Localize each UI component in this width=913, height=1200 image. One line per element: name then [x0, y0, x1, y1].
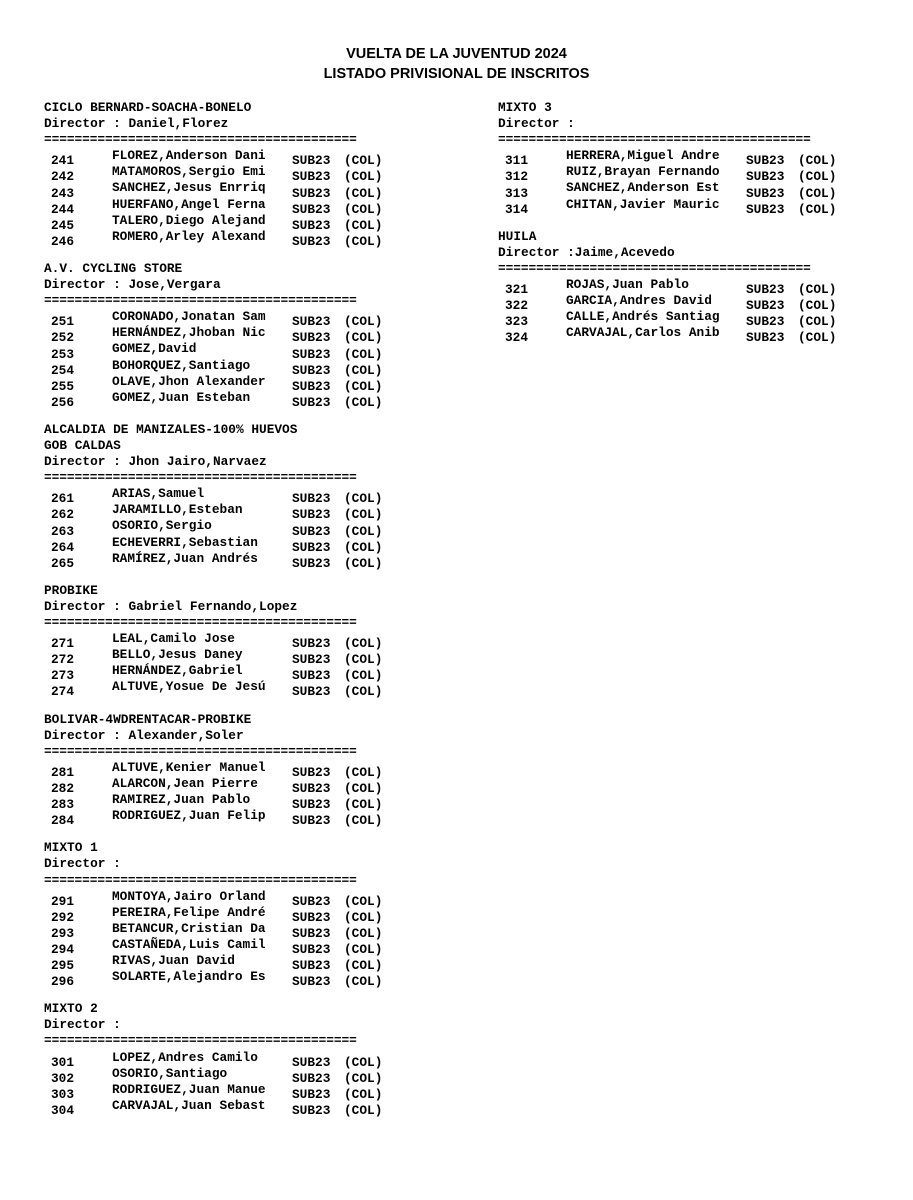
rider-row: [44, 631, 383, 652]
rider-row: [44, 164, 383, 185]
rider-category: SUB23: [292, 523, 331, 539]
rider-number: 261: [51, 491, 75, 507]
team-director: Director :Jaime,Acevedo: [498, 244, 675, 260]
rider-name: SOLARTE,Alejandro Es: [112, 969, 266, 985]
rider-category: SUB23: [746, 169, 785, 185]
rider-category: SUB23: [292, 185, 331, 201]
rider-country: (COL): [344, 394, 383, 410]
rider-category: SUB23: [292, 378, 331, 394]
rider-row: [44, 808, 383, 829]
separator-line: =========================================: [44, 1033, 357, 1049]
rider-number: 291: [51, 893, 75, 909]
rider-category: SUB23: [292, 491, 331, 507]
team-director: Director : Jose,Vergara: [44, 277, 221, 293]
rider-number: 293: [51, 925, 75, 941]
rider-country: (COL): [344, 555, 383, 571]
rider-row: [498, 164, 837, 185]
rider-country: (COL): [798, 282, 837, 298]
separator-line: =========================================: [44, 132, 357, 148]
rider-number: 243: [51, 185, 75, 201]
rider-country: (COL): [344, 925, 383, 941]
rider-row: [498, 196, 837, 217]
rider-name: GARCIA,Andres David: [566, 293, 712, 309]
rider-country: (COL): [344, 233, 383, 249]
rider-number: 263: [51, 523, 75, 539]
rider-country: (COL): [344, 1054, 383, 1070]
rider-name: GOMEZ,David: [112, 341, 197, 357]
rider-row: [44, 389, 383, 410]
rider-country: (COL): [798, 330, 837, 346]
rider-row: [44, 936, 383, 957]
rider-country: (COL): [798, 153, 837, 169]
rider-number: 323: [505, 314, 529, 330]
rider-number: 282: [51, 781, 75, 797]
rider-name: LOPEZ,Andres Camilo: [112, 1049, 258, 1065]
rider-number: 264: [51, 539, 75, 555]
rider-number: 246: [51, 233, 75, 249]
team-name: PROBIKE: [44, 582, 98, 598]
rider-row: [44, 647, 383, 668]
rider-row: [44, 534, 383, 555]
rider-category: SUB23: [292, 652, 331, 668]
team-director: Director :: [44, 856, 121, 872]
rider-row: [44, 309, 383, 330]
rider-category: SUB23: [292, 684, 331, 700]
rider-category: SUB23: [292, 909, 331, 925]
document-title: VUELTA DE LA JUVENTUD 2024: [346, 46, 567, 62]
rider-name: CARVAJAL,Carlos Anib: [566, 325, 720, 341]
rider-category: SUB23: [292, 925, 331, 941]
rider-category: SUB23: [292, 893, 331, 909]
rider-row: [44, 148, 383, 169]
rider-country: (COL): [344, 314, 383, 330]
team-director: Director : Gabriel Fernando,Lopez: [44, 598, 298, 614]
rider-row: [44, 550, 383, 571]
rider-row: [44, 325, 383, 346]
rider-number: 242: [51, 169, 75, 185]
rider-category: SUB23: [746, 298, 785, 314]
rider-name: OSORIO,Santiago: [112, 1065, 228, 1081]
rider-category: SUB23: [292, 1054, 331, 1070]
rider-row: [498, 148, 837, 169]
rider-category: SUB23: [292, 764, 331, 780]
rider-row: [44, 952, 383, 974]
rider-category: SUB23: [292, 217, 331, 233]
rider-country: (COL): [344, 491, 383, 507]
rider-number: 301: [51, 1054, 75, 1070]
rider-category: SUB23: [292, 539, 331, 555]
team-director: Director : Daniel,Florez: [44, 116, 229, 132]
right-column: [498, 100, 836, 358]
rider-name: ALARCON,Jean Pierre: [112, 775, 258, 791]
rider-row: [498, 325, 837, 346]
rider-row: [44, 357, 383, 378]
team-name: A.V. CYCLING STORE: [44, 260, 183, 276]
team-name: CICLO BERNARD-SOACHA-BONELO: [44, 100, 252, 115]
rider-number: 265: [51, 555, 75, 571]
rider-name: MONTOYA,Jairo Orland: [112, 888, 266, 904]
rider-category: SUB23: [292, 169, 331, 185]
rider-category: SUB23: [746, 314, 785, 330]
rider-name: ROMERO,Arley Alexand: [112, 228, 266, 244]
rider-category: SUB23: [292, 797, 331, 813]
rider-number: 303: [51, 1086, 75, 1102]
team-director: Director : Alexander,Soler: [44, 727, 244, 743]
team-name: MIXTO 3: [498, 100, 552, 115]
rider-name: SANCHEZ,Jesus Enrriq: [112, 180, 266, 196]
rider-category: SUB23: [292, 233, 331, 249]
rider-name: BOHORQUEZ,Santiago: [112, 357, 251, 373]
rider-name: JARAMILLO,Esteban: [112, 502, 243, 518]
rider-row: [44, 518, 383, 539]
rider-name: PEREIRA,Felipe André: [112, 904, 266, 920]
rider-country: (COL): [344, 539, 383, 555]
rider-row: [44, 502, 383, 523]
rider-row: [44, 663, 383, 684]
rider-name: OLAVE,Jhon Alexander: [112, 373, 266, 389]
rider-name: CHITAN,Javier Mauric: [566, 196, 720, 212]
rider-name: RUIZ,Brayan Fernando: [566, 164, 720, 180]
team-block: [498, 228, 837, 346]
team-director: Director :: [498, 116, 575, 132]
separator-line: =========================================: [498, 132, 811, 148]
separator-line: =========================================: [44, 470, 357, 486]
rider-country: (COL): [344, 217, 383, 233]
rider-row: [44, 341, 383, 362]
team-name: MIXTO 2: [44, 1001, 98, 1017]
rider-category: SUB23: [292, 941, 331, 957]
rider-country: (COL): [344, 153, 383, 169]
rider-number: 292: [51, 909, 75, 925]
rider-category: SUB23: [292, 636, 331, 652]
rider-row: [44, 969, 383, 990]
rider-country: (COL): [344, 893, 383, 909]
rider-country: (COL): [344, 958, 383, 974]
rider-country: (COL): [344, 941, 383, 957]
rider-category: SUB23: [292, 507, 331, 523]
team-name: HUILA: [498, 228, 537, 244]
rider-row: [44, 679, 383, 700]
rider-number: 312: [505, 169, 529, 185]
rider-row: [498, 277, 837, 298]
rider-number: 302: [51, 1070, 75, 1086]
rider-country: (COL): [344, 346, 383, 362]
rider-country: (COL): [798, 314, 837, 330]
team-block: [44, 711, 383, 829]
rider-number: 273: [51, 668, 75, 684]
rider-row: [498, 293, 837, 314]
rider-number: 296: [51, 974, 75, 990]
separator-line: =========================================: [44, 872, 357, 888]
separator-line: =========================================: [44, 293, 357, 309]
rider-country: (COL): [344, 1102, 383, 1118]
rider-country: (COL): [344, 813, 383, 829]
rider-name: FLOREZ,Anderson Dani: [112, 148, 266, 164]
team-name: GOB CALDAS: [44, 437, 121, 453]
rider-category: SUB23: [292, 314, 331, 330]
rider-name: SANCHEZ,Anderson Est: [566, 180, 720, 196]
rider-country: (COL): [344, 1070, 383, 1086]
rider-number: 295: [51, 958, 75, 974]
team-name: ALCALDIA DE MANIZALES-100% HUEVOS: [44, 421, 298, 437]
team-director: Director :: [44, 1017, 121, 1033]
rider-number: 324: [505, 330, 529, 346]
rider-row: [44, 1049, 383, 1070]
rider-category: SUB23: [746, 201, 785, 217]
rider-country: (COL): [344, 668, 383, 684]
rider-country: (COL): [344, 169, 383, 185]
separator-line: =========================================: [498, 260, 811, 276]
rider-name: ALTUVE,Yosue De Jesú: [112, 679, 266, 695]
rider-number: 252: [51, 330, 75, 346]
rider-number: 321: [505, 282, 529, 298]
rider-name: OSORIO,Sergio: [112, 518, 212, 534]
rider-row: [44, 792, 383, 813]
rider-row: [44, 373, 383, 394]
rider-number: 271: [51, 636, 75, 652]
team-name: BOLIVAR-4WDRENTACAR-PROBIKE: [44, 711, 252, 727]
rider-number: 313: [505, 185, 529, 201]
rider-category: SUB23: [292, 813, 331, 829]
rider-category: SUB23: [292, 1102, 331, 1118]
rider-country: (COL): [344, 764, 383, 780]
rider-category: SUB23: [292, 555, 331, 571]
separator-line: =========================================: [44, 743, 357, 759]
rider-row: [44, 1097, 383, 1118]
team-block: [44, 100, 383, 249]
rider-row: [44, 212, 383, 233]
rider-country: (COL): [344, 1086, 383, 1102]
rider-country: (COL): [344, 909, 383, 925]
rider-name: GOMEZ,Juan Esteban: [112, 389, 251, 405]
rider-number: 314: [505, 201, 529, 217]
rider-category: SUB23: [292, 362, 331, 378]
rider-country: (COL): [798, 201, 837, 217]
rider-category: SUB23: [292, 974, 331, 990]
rider-country: (COL): [344, 330, 383, 346]
rider-country: (COL): [798, 169, 837, 185]
rider-category: SUB23: [292, 1070, 331, 1086]
rider-name: MATAMOROS,Sergio Emi: [112, 164, 266, 180]
team-block: [44, 1001, 383, 1118]
rider-number: 241: [51, 153, 75, 169]
rider-category: SUB23: [746, 185, 785, 201]
rider-name: HERRERA,Miguel Andre: [566, 148, 720, 164]
rider-name: CALLE,Andrés Santiag: [566, 309, 720, 325]
rider-category: SUB23: [292, 958, 331, 974]
team-block: [44, 840, 383, 990]
rider-number: 254: [51, 362, 75, 378]
rider-country: (COL): [344, 684, 383, 700]
rider-name: ECHEVERRI,Sebastian: [112, 534, 258, 550]
team-name: MIXTO 1: [44, 840, 98, 856]
separator-line: =========================================: [44, 615, 357, 630]
rider-country: (COL): [344, 507, 383, 523]
rider-name: BELLO,Jesus Daney: [112, 647, 243, 663]
rider-name: RAMÍREZ,Juan Andrés: [112, 550, 258, 566]
rider-row: [44, 180, 383, 201]
rider-name: CORONADO,Jonatan Sam: [112, 309, 266, 325]
rider-number: 311: [505, 153, 529, 169]
rider-category: SUB23: [292, 668, 331, 684]
rider-category: SUB23: [292, 1086, 331, 1102]
rider-country: (COL): [344, 781, 383, 797]
rider-country: (COL): [344, 362, 383, 378]
rider-country: (COL): [344, 201, 383, 217]
rider-name: CASTAÑEDA,Luis Camil: [112, 936, 266, 952]
rider-name: RIVAS,Juan David: [112, 952, 235, 968]
rider-country: (COL): [344, 636, 383, 652]
rider-number: 283: [51, 797, 75, 813]
rider-name: HERNÁNDEZ,Jhoban Nic: [112, 325, 266, 341]
rider-name: RODRIGUEZ,Juan Manue: [112, 1081, 266, 1097]
rider-country: (COL): [798, 298, 837, 314]
rider-name: ROJAS,Juan Pablo: [566, 277, 689, 293]
rider-number: 251: [51, 314, 75, 330]
rider-name: HERNÁNDEZ,Gabriel: [112, 663, 243, 679]
rider-country: (COL): [344, 652, 383, 668]
rider-number: 284: [51, 813, 75, 829]
rider-country: (COL): [344, 974, 383, 990]
rider-category: SUB23: [746, 153, 785, 169]
rider-number: 255: [51, 378, 75, 394]
team-block: [44, 260, 383, 410]
rider-row: [44, 486, 383, 507]
left-column: [44, 100, 382, 1130]
rider-category: SUB23: [746, 282, 785, 298]
rider-number: 253: [51, 346, 75, 362]
rider-row: [44, 920, 383, 941]
rider-number: 294: [51, 941, 75, 957]
rider-country: (COL): [344, 185, 383, 201]
rider-country: (COL): [344, 523, 383, 539]
rider-name: LEAL,Camilo Jose: [112, 631, 235, 647]
rider-number: 304: [51, 1102, 75, 1118]
team-block: [44, 582, 383, 700]
team-block: [44, 421, 383, 571]
rider-category: SUB23: [746, 330, 785, 346]
rider-row: [44, 196, 383, 217]
rider-name: ARIAS,Samuel: [112, 486, 205, 502]
rider-name: HUERFANO,Angel Ferna: [112, 196, 266, 212]
team-director: Director : Jhon Jairo,Narvaez: [44, 454, 267, 470]
rider-row: [44, 228, 383, 249]
rider-number: 262: [51, 507, 75, 523]
rider-category: SUB23: [292, 781, 331, 797]
rider-row: [44, 1081, 383, 1102]
rider-number: 274: [51, 684, 75, 700]
rider-row: [498, 180, 837, 201]
rider-country: (COL): [344, 378, 383, 394]
rider-name: TALERO,Diego Alejand: [112, 212, 266, 228]
rider-number: 245: [51, 217, 75, 233]
rider-row: [44, 888, 383, 909]
rider-category: SUB23: [292, 330, 331, 346]
rider-row: [44, 1065, 383, 1086]
rider-name: RAMIREZ,Juan Pablo: [112, 792, 251, 808]
rider-country: (COL): [344, 797, 383, 813]
rider-number: 244: [51, 201, 75, 217]
rider-name: CARVAJAL,Juan Sebast: [112, 1097, 266, 1113]
document-subtitle: LISTADO PRIVISIONAL DE INSCRITOS: [323, 66, 590, 82]
rider-category: SUB23: [292, 394, 331, 410]
rider-category: SUB23: [292, 153, 331, 169]
rider-category: SUB23: [292, 346, 331, 362]
rider-name: RODRIGUEZ,Juan Felip: [112, 808, 266, 824]
rider-row: [44, 759, 383, 780]
rider-name: ALTUVE,Kenier Manuel: [112, 759, 266, 775]
rider-row: [44, 904, 383, 925]
rider-row: [44, 775, 383, 797]
rider-number: 281: [51, 764, 75, 780]
rider-country: (COL): [798, 185, 837, 201]
rider-number: 322: [505, 298, 529, 314]
rider-row: [498, 309, 837, 330]
rider-category: SUB23: [292, 201, 331, 217]
team-block: [498, 100, 837, 217]
rider-number: 256: [51, 394, 75, 410]
rider-number: 272: [51, 652, 75, 668]
rider-name: BETANCUR,Cristian Da: [112, 920, 266, 936]
